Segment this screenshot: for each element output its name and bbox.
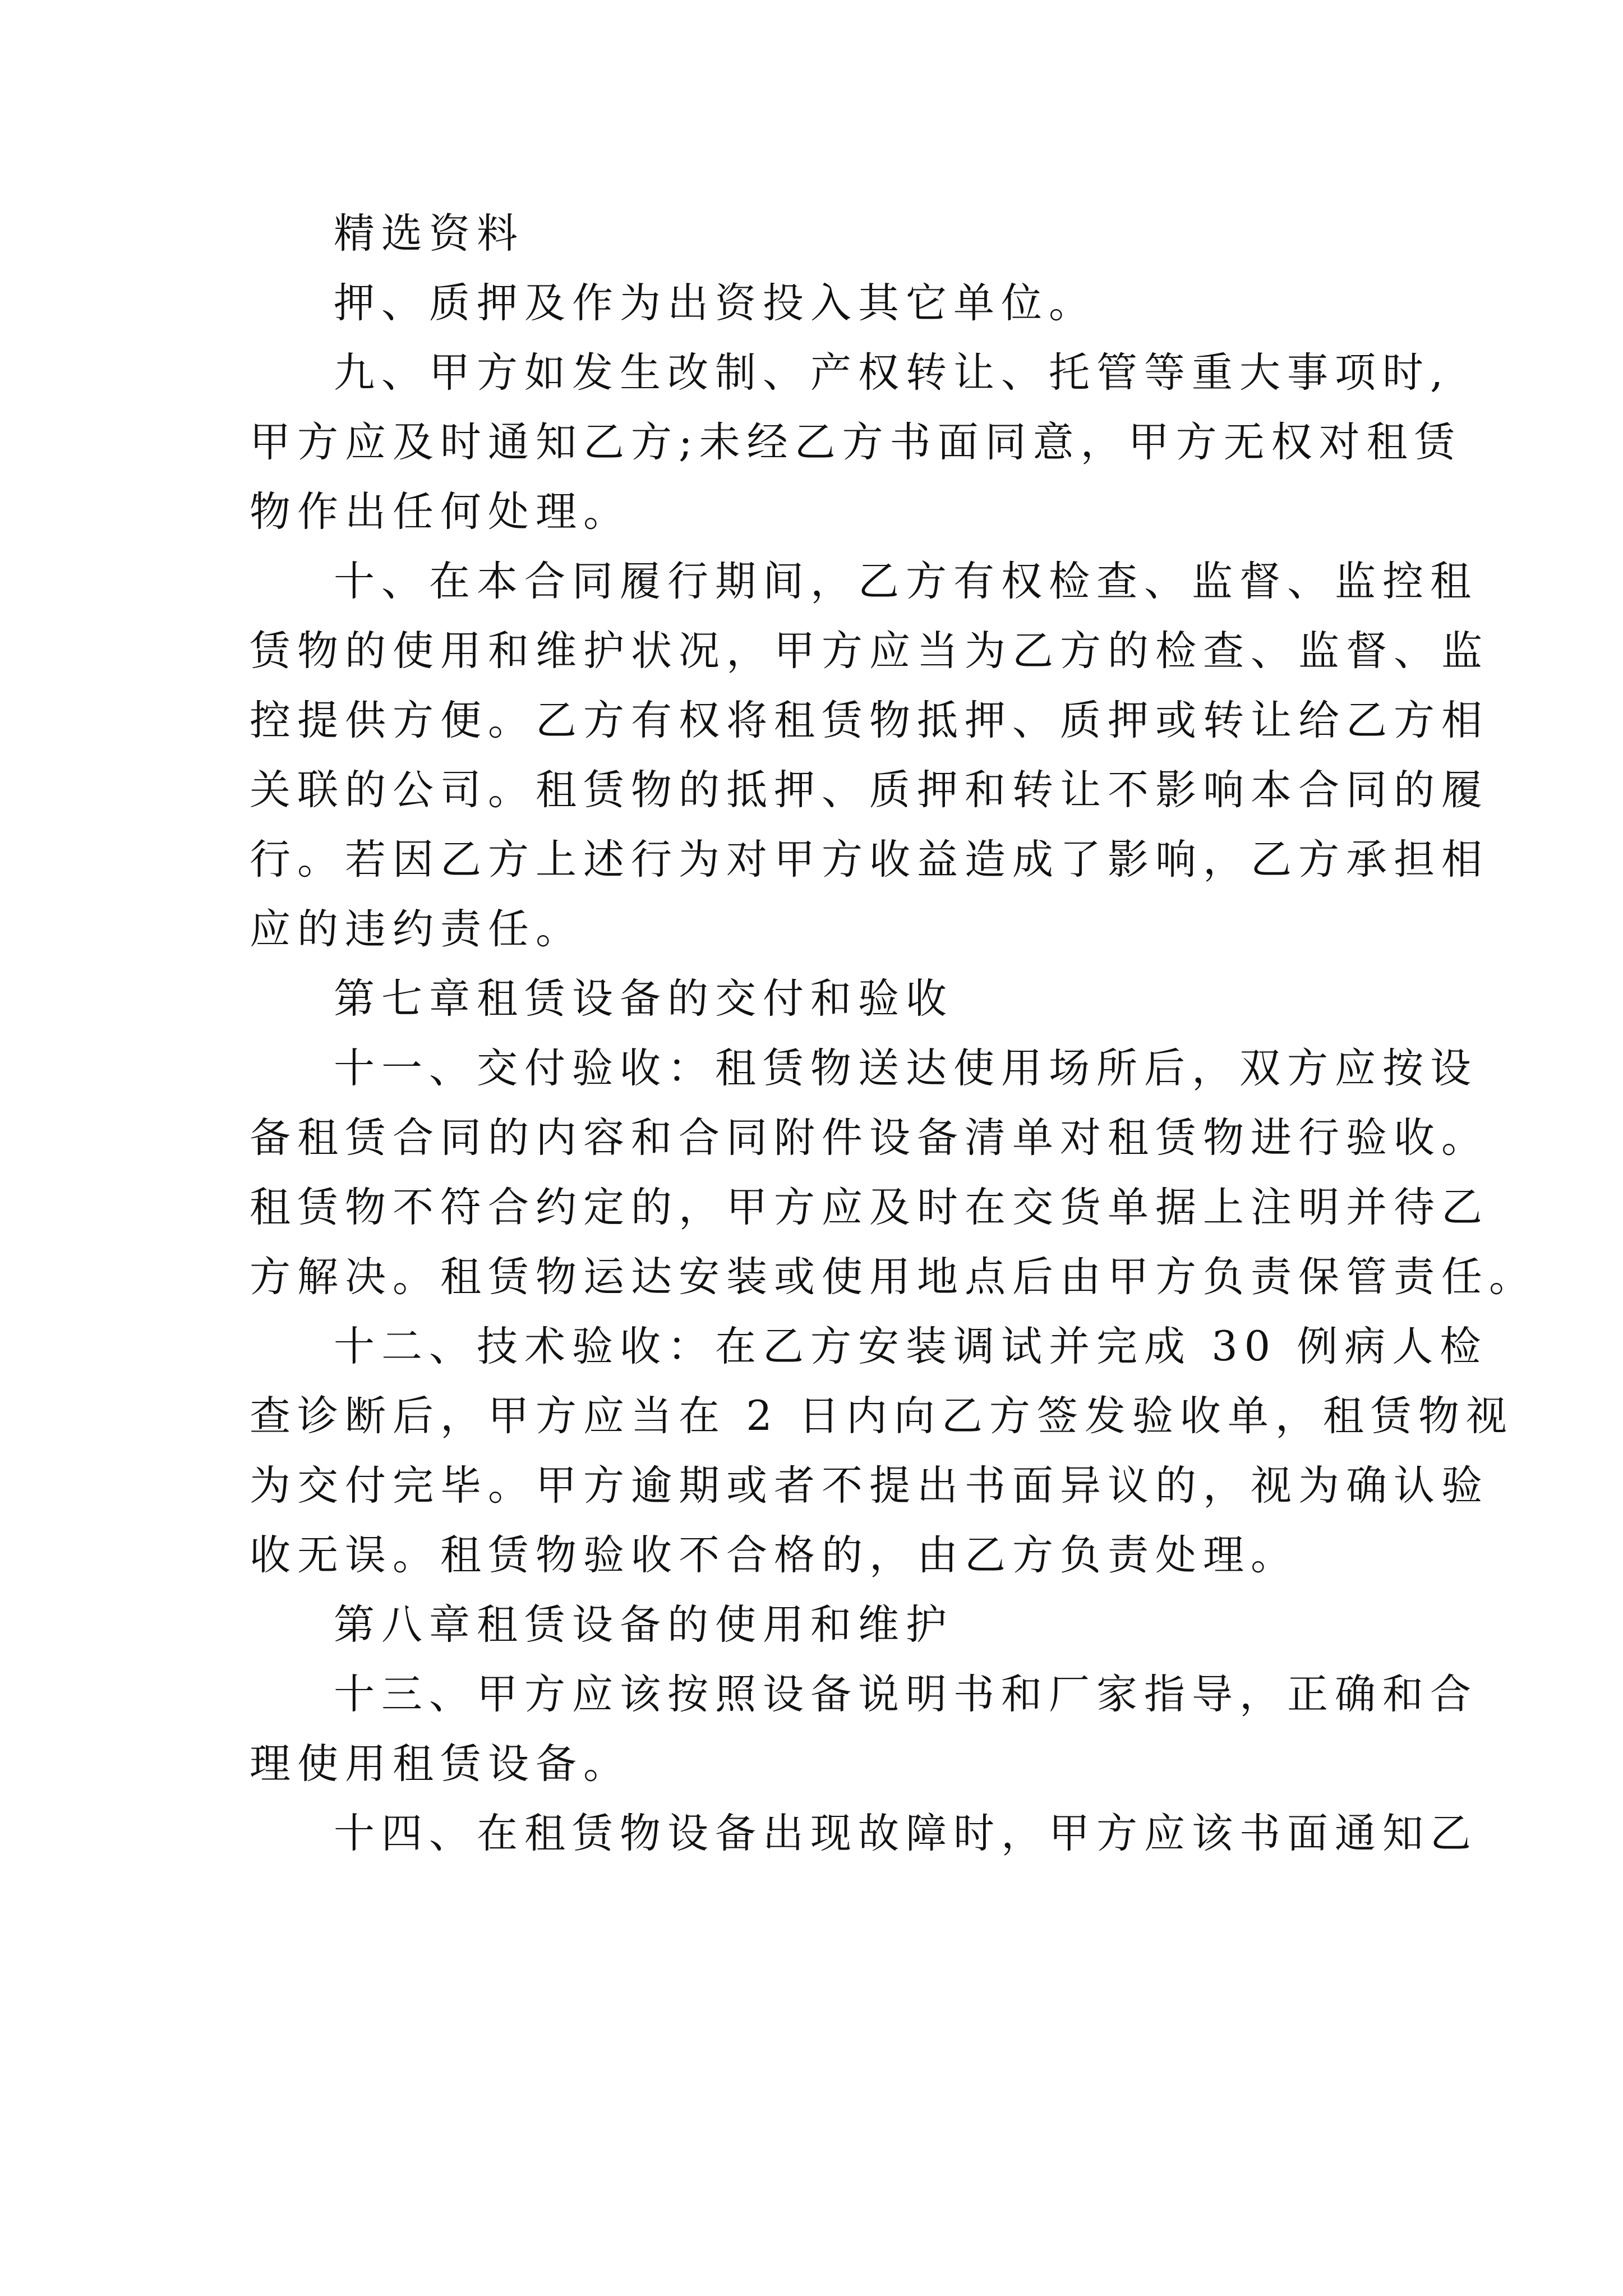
text-line: 理使用租赁设备。 xyxy=(250,1740,631,1788)
text-line: 物作出任何处理。 xyxy=(250,488,631,536)
text-line: 赁物的使用和维护状况，甲方应当为乙方的检查、监督、监 xyxy=(250,627,1489,675)
text-line: 十四、在租赁物设备出现故障时，甲方应该书面通知乙 xyxy=(334,1810,1478,1857)
document-body xyxy=(250,199,1537,1869)
text-line: 十二、技术验收：在乙方安装调试并完成 30 例病人检 xyxy=(334,1323,1488,1370)
chapter-heading: 第八章租赁设备的使用和维护 xyxy=(334,1601,953,1649)
text-line: 应的违约责任。 xyxy=(250,905,583,953)
text-line: 关联的公司。租赁物的抵押、质押和转让不影响本合同的履 xyxy=(250,766,1489,814)
text-line: 方解决。租赁物运达安装或使用地点后由甲方负责保管责任。 xyxy=(250,1253,1537,1301)
header-label: 精选资料 xyxy=(334,210,524,257)
text-line: 十一、交付验收：租赁物送达使用场所后，双方应按设 xyxy=(334,1045,1478,1092)
text-line: 十、在本合同履行期间，乙方有权检查、监督、监控租 xyxy=(334,558,1478,605)
text-line: 九、甲方如发生改制、产权转让、托管等重大事项时, xyxy=(334,349,1450,397)
text-line: 为交付完毕。甲方逾期或者不提出书面异议的，视为确认验 xyxy=(250,1462,1489,1510)
text-line: 备租赁合同的内容和合同附件设备清单对租赁物进行验收。 xyxy=(250,1114,1489,1162)
text-line: 控提供方便。乙方有权将租赁物抵押、质押或转让给乙方相 xyxy=(250,697,1489,744)
text-line: 查诊断后，甲方应当在 2 日内向乙方签发验收单，租赁物视 xyxy=(250,1392,1514,1440)
chapter-heading: 第七章租赁设备的交付和验收 xyxy=(334,975,953,1023)
text-line: 租赁物不符合约定的，甲方应及时在交货单据上注明并待乙 xyxy=(250,1184,1489,1231)
text-line: 行。若因乙方上述行为对甲方收益造成了影响，乙方承担相 xyxy=(250,836,1489,884)
text-line: 十三、甲方应该按照设备说明书和厂家指导，正确和合 xyxy=(334,1671,1478,1718)
text-line: 收无误。租赁物验收不合格的，由乙方负责处理。 xyxy=(250,1531,1298,1579)
text-line: 甲方应及时通知乙方;未经乙方书面同意，甲方无权对租赁 xyxy=(250,418,1462,466)
text-line: 押、质押及作为出资投入其它单位。 xyxy=(334,279,1096,327)
